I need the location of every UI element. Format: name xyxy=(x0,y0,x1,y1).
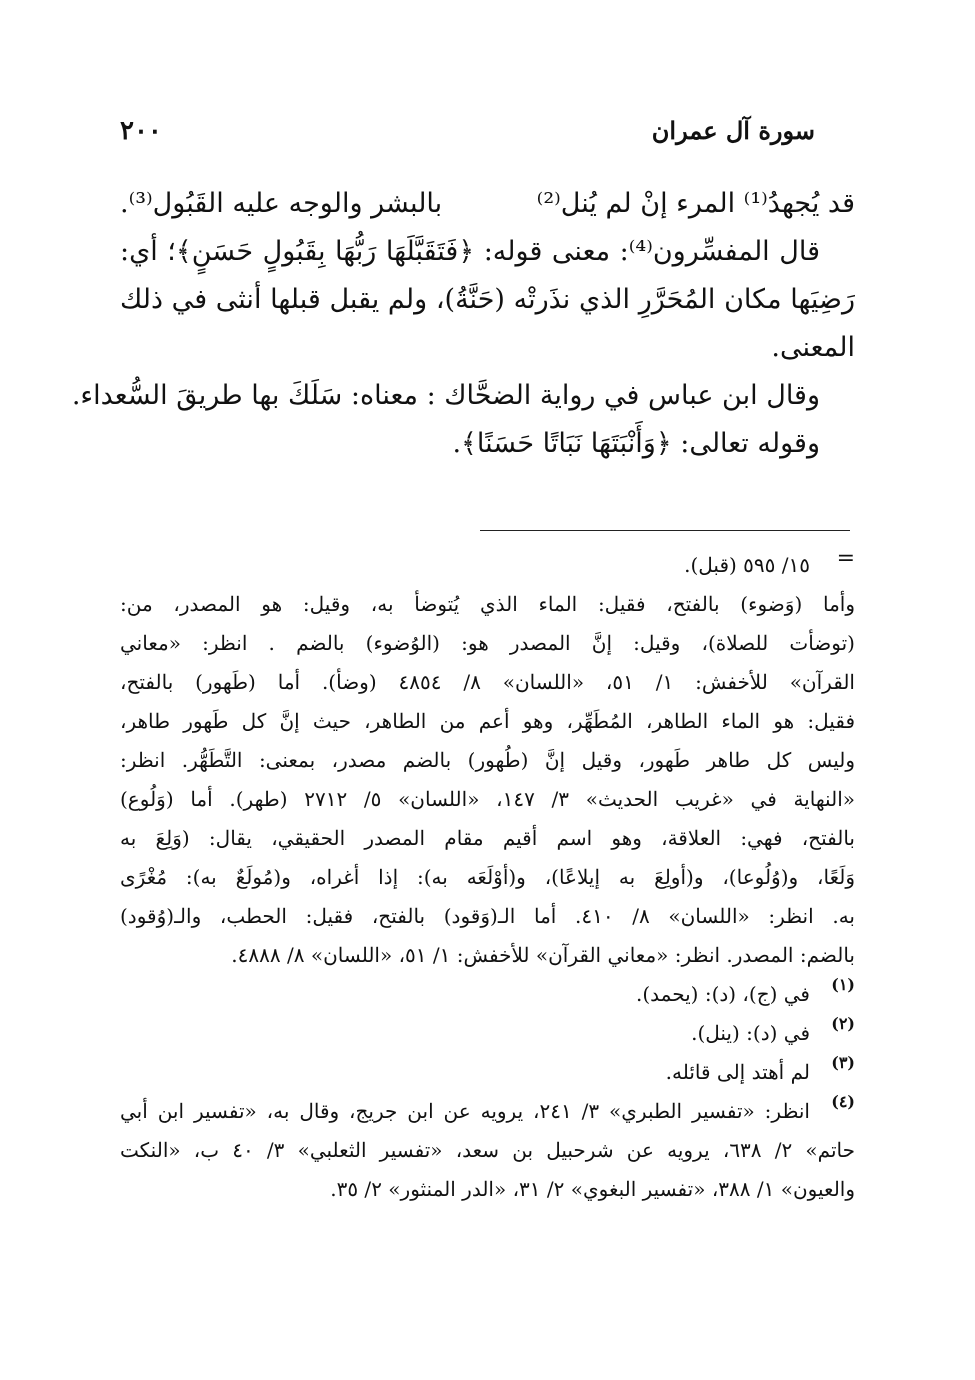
footnote-line: والعيون» ١/ ٣٨٨، «تفسير البغوي» ٢/ ٣١، «الدر المنثور» ٢/ ٣٥. xyxy=(330,1177,855,1201)
verse-first-hemistich: قد يُجهدُ⁽¹⁾ المرء إنْ لم يُنل⁽²⁾ xyxy=(536,188,855,219)
main-text xyxy=(71,180,855,468)
footnote-line: في (د): (ينل). xyxy=(691,1021,810,1045)
page-header xyxy=(120,112,855,152)
footnote-number: (٢) xyxy=(831,1014,855,1033)
footnote-line: حاتم» ٢/ ٦٣٨، يرويه عن شرحبيل بن سعد، «تفسير الثعلبي» ٣/ ٤٠ ب، «النكت xyxy=(120,1138,855,1162)
footnote-number: (٣) xyxy=(831,1053,855,1072)
continuation-mark: = xyxy=(836,546,855,571)
page-number: ٢٠٠ xyxy=(120,116,162,146)
paragraph-line: وقال ابن عباس في رواية الضحَّاك : معناه: سَلَكَ بها طريقَ السُّعداء. xyxy=(71,380,820,411)
footnote-continuation xyxy=(120,546,855,585)
footnote-4 xyxy=(120,1092,855,1131)
footnote-2 xyxy=(120,1014,855,1053)
footnote-line: (توضأت للصلاة)، وقيل: إنَّ المصدر هو: (الوُضوء) بالضم . انظر: «معاني xyxy=(120,631,855,655)
paragraph-line: وقوله تعالى: ﴿وَأَنْبَتَهَا نَبَاتًا حَسَنًا﴾. xyxy=(452,428,820,459)
footnote-3 xyxy=(120,1053,855,1092)
footnote-divider xyxy=(480,530,850,531)
footnote-line: وأما (وَضوء) بالفتح، فقيل: الماء الذي يُتوضأ به، وقيل: هو المصدر، من: xyxy=(120,592,855,616)
paragraph-line: المعنى. xyxy=(771,332,855,363)
footnote-line: ١٥/ ٥٩٥ (قبل). xyxy=(684,553,810,577)
footnote-line: به. انظر: «اللسان» ٨/ ٤١٠. أما الـ(وَقود) بالفتح، فقيل: الحطب، والـ(وُقود) xyxy=(120,904,855,928)
footnote-1 xyxy=(120,975,855,1014)
paragraph-line: رَضِيَها مكان المُحَرَّرِ الذي نذَرتْه (حَنَّةُ)، ولم يقبل قبلها أنثى في ذلك xyxy=(120,284,855,315)
paragraph-line: قال المفسِّرون⁽⁴⁾: معنى قوله: ﴿فَتَقَبَّلَهَا رَبُّهَا بِقَبُولٍ حَسَنٍ﴾؛ أي: xyxy=(120,236,820,267)
poem-verse xyxy=(120,180,855,228)
footnote-number: (١) xyxy=(831,975,855,994)
footnote-line: بالفتح، فهي: العلاقة، وهو اسم أقيم مقام المصدر الحقيقي، يقال: (وَلِعَ به xyxy=(120,826,855,850)
footnote-line: فقيل: هو الماء الطاهر، المُطَهِّر، وهو أعم من الطاهر، حيث إنَّ كل طَهور طاهر، xyxy=(120,709,855,733)
footnotes xyxy=(120,546,855,1209)
footnote-line: بالضم: المصدر. انظر: «معاني القرآن» للأخفش: ١/ ٥١، «اللسان» ٨/ ٤٨٨٨. xyxy=(231,943,855,967)
footnote-line: القرآن» للأخفش: ١/ ٥١، «اللسان» ٨/ ٤٨٥٤ (وضأ). أما (طَهور) بالفتح، xyxy=(120,670,855,694)
verse-second-hemistich: بالبشر والوجه عليه القَبُول⁽³⁾. xyxy=(120,188,443,219)
footnote-number: (٤) xyxy=(831,1092,855,1111)
surah-title: سورة آل عمران xyxy=(651,116,815,145)
footnote-line: انظر: «تفسير الطبري» ٣/ ٢٤١، يرويه عن ابن جريج، وقال به، «تفسير ابن أبي xyxy=(120,1099,810,1123)
footnote-line: «النهاية في «غريب الحديث» ٣/ ١٤٧، «اللسان» ٥/ ٢٧١٢ (طهر). أما (وَلُوع) xyxy=(120,787,855,811)
footnote-line: لم أهتد إلى قائله. xyxy=(665,1060,810,1084)
footnote-line: في (ج)، (د): (يحمد). xyxy=(635,982,810,1006)
footnote-line: وَلَعًا، و(وُلُوعا)، و(أولِعَ به إيلاعًا)، و(أوْلَعَه به): إذا أغراه، و(مُولَعٌ به): مُغْرًى xyxy=(120,865,855,889)
footnote-line: وليس كل طاهر طَهور، وقيل إنَّ (طُهور) بالضم مصدر، بمعنى: التَّطَهُّر. انظر: xyxy=(120,748,855,772)
